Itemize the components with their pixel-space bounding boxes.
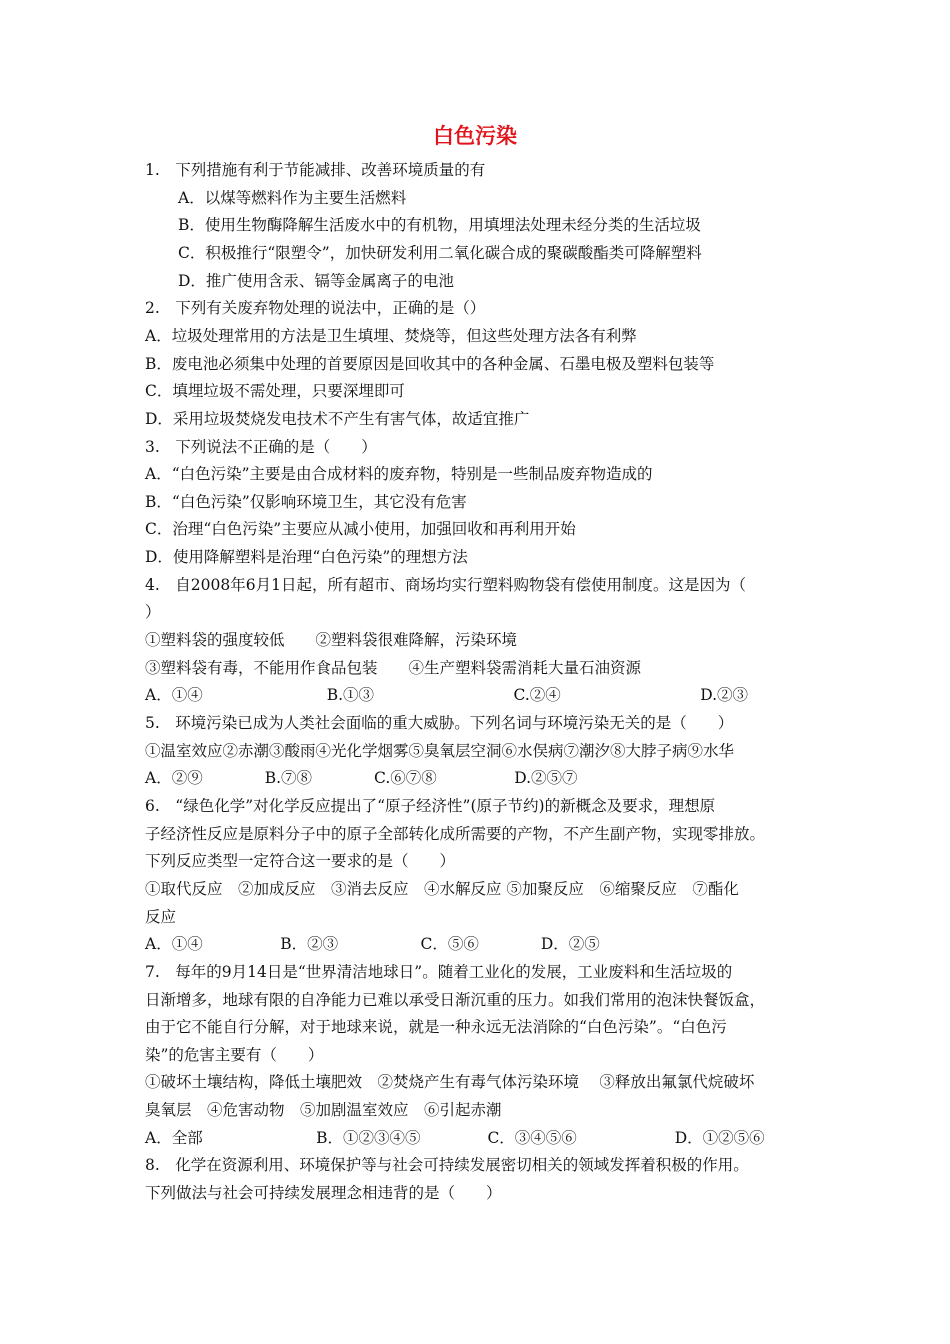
- text-line: 3. 下列说法不正确的是（ ）: [145, 437, 377, 456]
- text-line: 下列做法与社会可持续发展理念相违背的是（ ）: [145, 1184, 502, 1203]
- text-line: B．废电池必须集中处理的首要原因是回收其中的各种金属、石墨电极及塑料包装等: [145, 354, 715, 373]
- text-line: D．推广使用含汞、镉等金属离子的电池: [178, 271, 454, 290]
- text-line: ）: [145, 603, 161, 622]
- text-line: 臭氧层 ④危害动物 ⑤加剧温室效应 ⑥引起赤潮: [145, 1101, 502, 1120]
- text-line: ①塑料袋的强度较低 ②塑料袋很难降解，污染环境: [145, 631, 518, 650]
- text-line: D．采用垃圾焚烧发电技术不产生有害气体，故适宜推广: [145, 409, 530, 428]
- text-line: 7. 每年的9月14日是“世界清洁地球日”。随着工业化的发展，工业废料和生活垃圾的: [145, 962, 733, 981]
- text-line: A．②⑨ B.⑦⑧ C.⑥⑦⑧ D.②⑤⑦: [145, 769, 578, 788]
- text-line: 6. “绿色化学”对化学反应提出了“原子经济性”(原子节约)的新概念及要求，理想原: [145, 796, 716, 815]
- text-line: ①温室效应②赤潮③酸雨④光化学烟雾⑤臭氧层空洞⑥水俣病⑦潮汐⑧大脖子病⑨水华: [145, 741, 735, 760]
- text-line: 2. 下列有关废弃物处理的说法中，正确的是（）: [145, 299, 486, 318]
- text-line: C．积极推行“限塑令”，加快研发利用二氧化碳合成的聚碳酸酯类可降解塑料: [178, 243, 702, 262]
- text-line: A．“白色污染”主要是由合成材料的废弃物，特别是一些制品废弃物造成的: [145, 465, 653, 484]
- text-line: A．垃圾处理常用的方法是卫生填埋、焚烧等，但这些处理方法各有利弊: [145, 326, 637, 345]
- text-line: B．使用生物酶降解生活废水中的有机物，用填埋法处理未经分类的生活垃圾: [178, 216, 701, 235]
- text-line: 1. 下列措施有利于节能减排、改善环境质量的有: [145, 161, 486, 179]
- text-line: 染”的危害主要有（ ）: [145, 1045, 324, 1064]
- text-line: 由于它不能自行分解，对于地球来说，就是一种永远无法消除的“白色污染”。“白色污: [145, 1018, 727, 1037]
- text-line: ①取代反应 ②加成反应 ③消去反应 ④水解反应 ⑤加聚反应 ⑥缩聚反应 ⑦酯化: [145, 879, 739, 898]
- text-line: C．治理“白色污染”主要应从减小使用，加强回收和再利用开始: [145, 520, 576, 539]
- text-line: A．全部 B．①②③④⑤ C．③④⑤⑥ D．①②⑤⑥: [145, 1128, 765, 1147]
- text-line: A．以煤等燃料作为主要生活燃料: [178, 188, 407, 207]
- text-line: 下列反应类型一定符合这一要求的是（ ）: [145, 852, 456, 871]
- text-line: 日渐增多，地球有限的自净能力已难以承受日渐沉重的压力。如我们常用的泡沫快餐饭盒，: [145, 990, 766, 1009]
- text-line: 子经济性反应是原料分子中的原子全部转化成所需要的产物，不产生副产物，实现零排放。: [145, 824, 766, 843]
- text-line: 8. 化学在资源利用、环境保护等与社会可持续发展密切相关的领域发挥着积极的作用。: [145, 1156, 749, 1175]
- text-line: 反应: [145, 907, 177, 926]
- text-line: 5. 环境污染已成为人类社会面临的重大威胁。下列名词与环境污染无关的是（ ）: [145, 714, 734, 732]
- text-line: A．①④ B．②③ C．⑤⑥ D．②⑤: [145, 935, 600, 954]
- text-line: C．填埋垃圾不需处理，只要深埋即可: [145, 382, 405, 401]
- text-line: ①破坏土壤结构，降低土壤肥效 ②焚烧产生有毒气体污染环境 ③释放出氟氯代烷破坏: [145, 1073, 755, 1092]
- text-line: ③塑料袋有毒，不能用作食品包装 ④生产塑料袋需消耗大量石油资源: [145, 658, 642, 677]
- text-line: 4. 自2008年6月1日起，所有超市、商场均实行塑料购物袋有偿使用制度。这是因为（: [145, 575, 746, 594]
- text-line: B．“白色污染”仅影响环境卫生，其它没有危害: [145, 492, 467, 511]
- text-line: A．①④ B.①③ C.②④ D.②③: [145, 686, 749, 705]
- text-line: D．使用降解塑料是治理“白色污染”的理想方法: [145, 548, 468, 567]
- page-title: 白色污染: [433, 123, 517, 148]
